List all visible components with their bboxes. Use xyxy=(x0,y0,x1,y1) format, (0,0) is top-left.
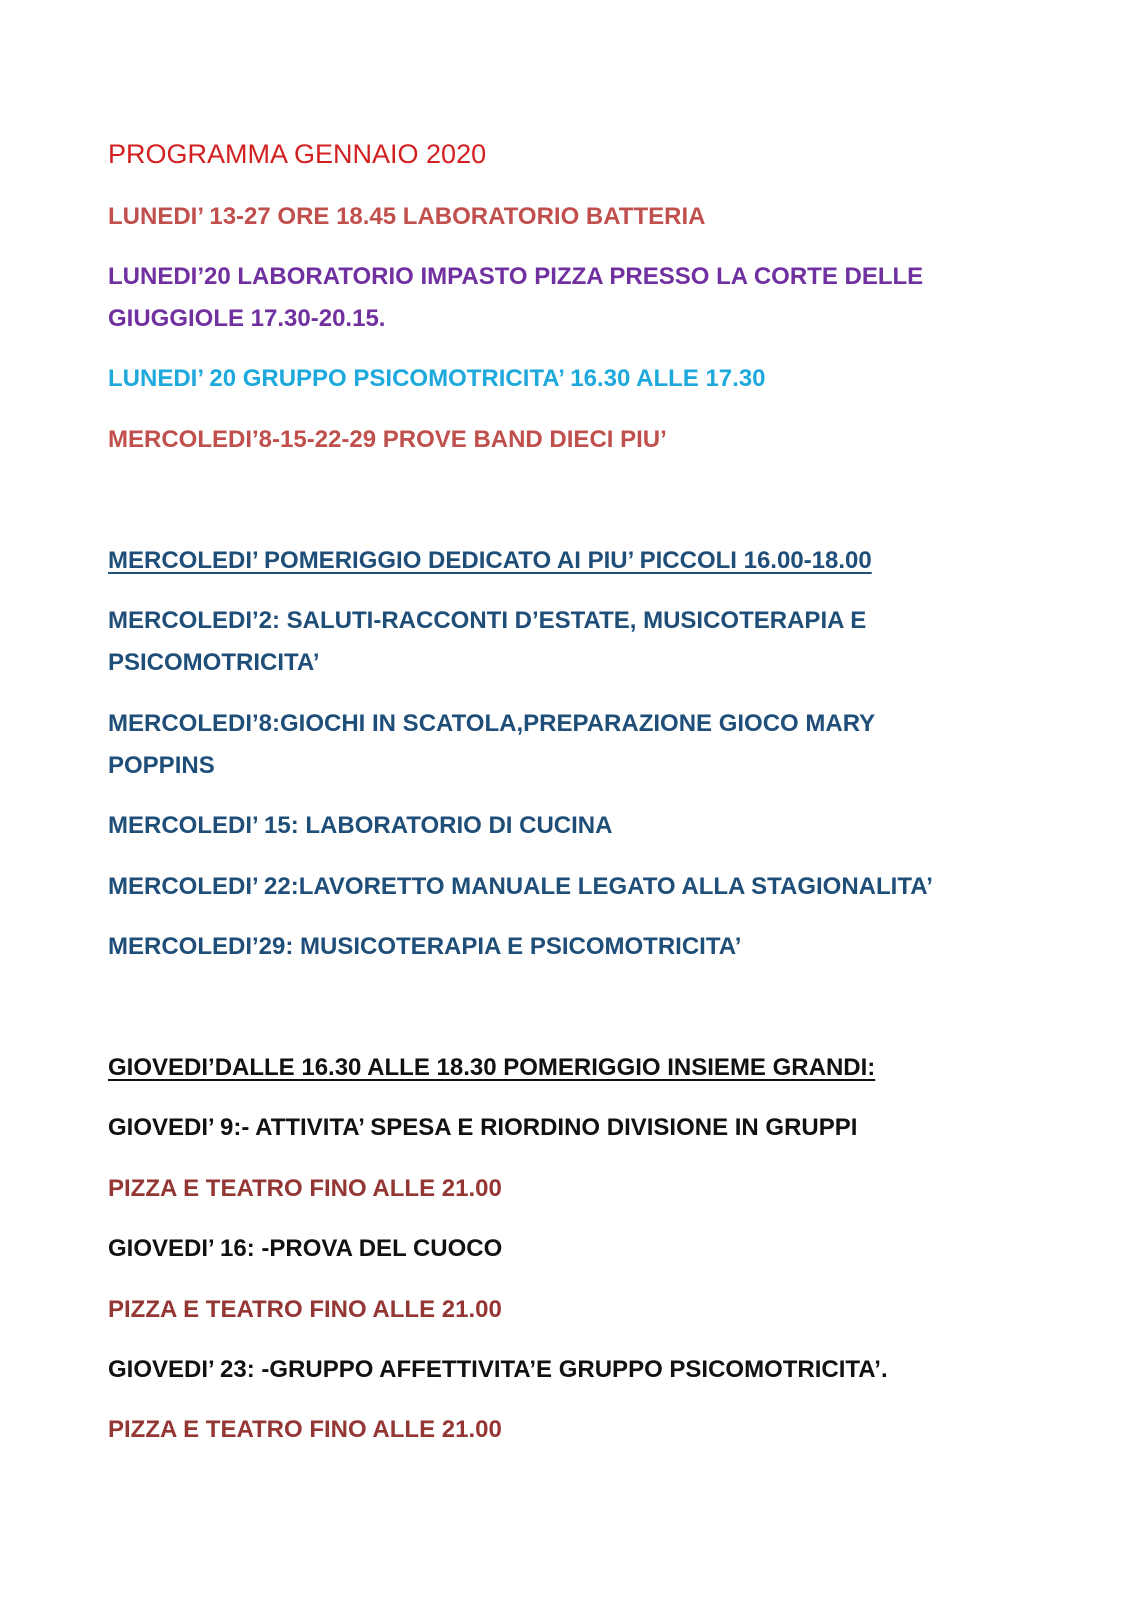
entry-lunedi-pizza-line1: LUNEDI’20 LABORATORIO IMPASTO PIZZA PRESSO LA CORTE DELLE xyxy=(108,263,924,290)
entry-giovedi-16: GIOVEDI’ 16: -PROVA DEL CUOCO xyxy=(108,1235,503,1262)
entry-pizza-teatro-2: PIZZA E TEATRO FINO ALLE 21.00 xyxy=(108,1296,502,1323)
entry-mercoledi-29: MERCOLEDI’29: MUSICOTERAPIA E PSICOMOTRICITA’ xyxy=(108,933,742,960)
entry-mercoledi-22: MERCOLEDI’ 22:LAVORETTO MANUALE LEGATO ALLA STAGIONALITA’ xyxy=(108,873,933,900)
entry-mercoledi-2-line2: PSICOMOTRICITA’ xyxy=(108,649,320,676)
entry-giovedi-23: GIOVEDI’ 23: -GRUPPO AFFETTIVITA’E GRUPPO PSICOMOTRICITA’. xyxy=(108,1356,888,1383)
section-heading-giovedi: GIOVEDI’DALLE 16.30 ALLE 18.30 POMERIGGIO INSIEME GRANDI: xyxy=(108,1054,876,1081)
entry-lunedi-psicomotricita: LUNEDI’ 20 GRUPPO PSICOMOTRICITA’ 16.30 ALLE 17.30 xyxy=(108,365,766,392)
entry-giovedi-9: GIOVEDI’ 9:- ATTIVITA’ SPESA E RIORDINO DIVISIONE IN GRUPPI xyxy=(108,1114,858,1141)
entry-pizza-teatro-1: PIZZA E TEATRO FINO ALLE 21.00 xyxy=(108,1175,502,1202)
entry-mercoledi-8-line2: POPPINS xyxy=(108,752,215,779)
document-title: PROGRAMMA GENNAIO 2020 xyxy=(108,139,487,169)
entry-mercoledi-15: MERCOLEDI’ 15: LABORATORIO DI CUCINA xyxy=(108,812,613,839)
entry-lunedi-batteria: LUNEDI’ 13-27 ORE 18.45 LABORATORIO BATTERIA xyxy=(108,203,706,230)
section-heading-mercoledi: MERCOLEDI’ POMERIGGIO DEDICATO AI PIU’ PICCOLI 16.00-18.00 xyxy=(108,547,872,574)
entry-mercoledi-band: MERCOLEDI’8-15-22-29 PROVE BAND DIECI PIU’ xyxy=(108,426,667,453)
entry-mercoledi-8-line1: MERCOLEDI’8:GIOCHI IN SCATOLA,PREPARAZIONE GIOCO MARY xyxy=(108,710,876,737)
entry-lunedi-pizza-line2: GIUGGIOLE 17.30-20.15. xyxy=(108,305,386,332)
entry-pizza-teatro-3: PIZZA E TEATRO FINO ALLE 21.00 xyxy=(108,1416,502,1443)
entry-mercoledi-2-line1: MERCOLEDI’2: SALUTI-RACCONTI D’ESTATE, MUSICOTERAPIA E xyxy=(108,607,867,634)
